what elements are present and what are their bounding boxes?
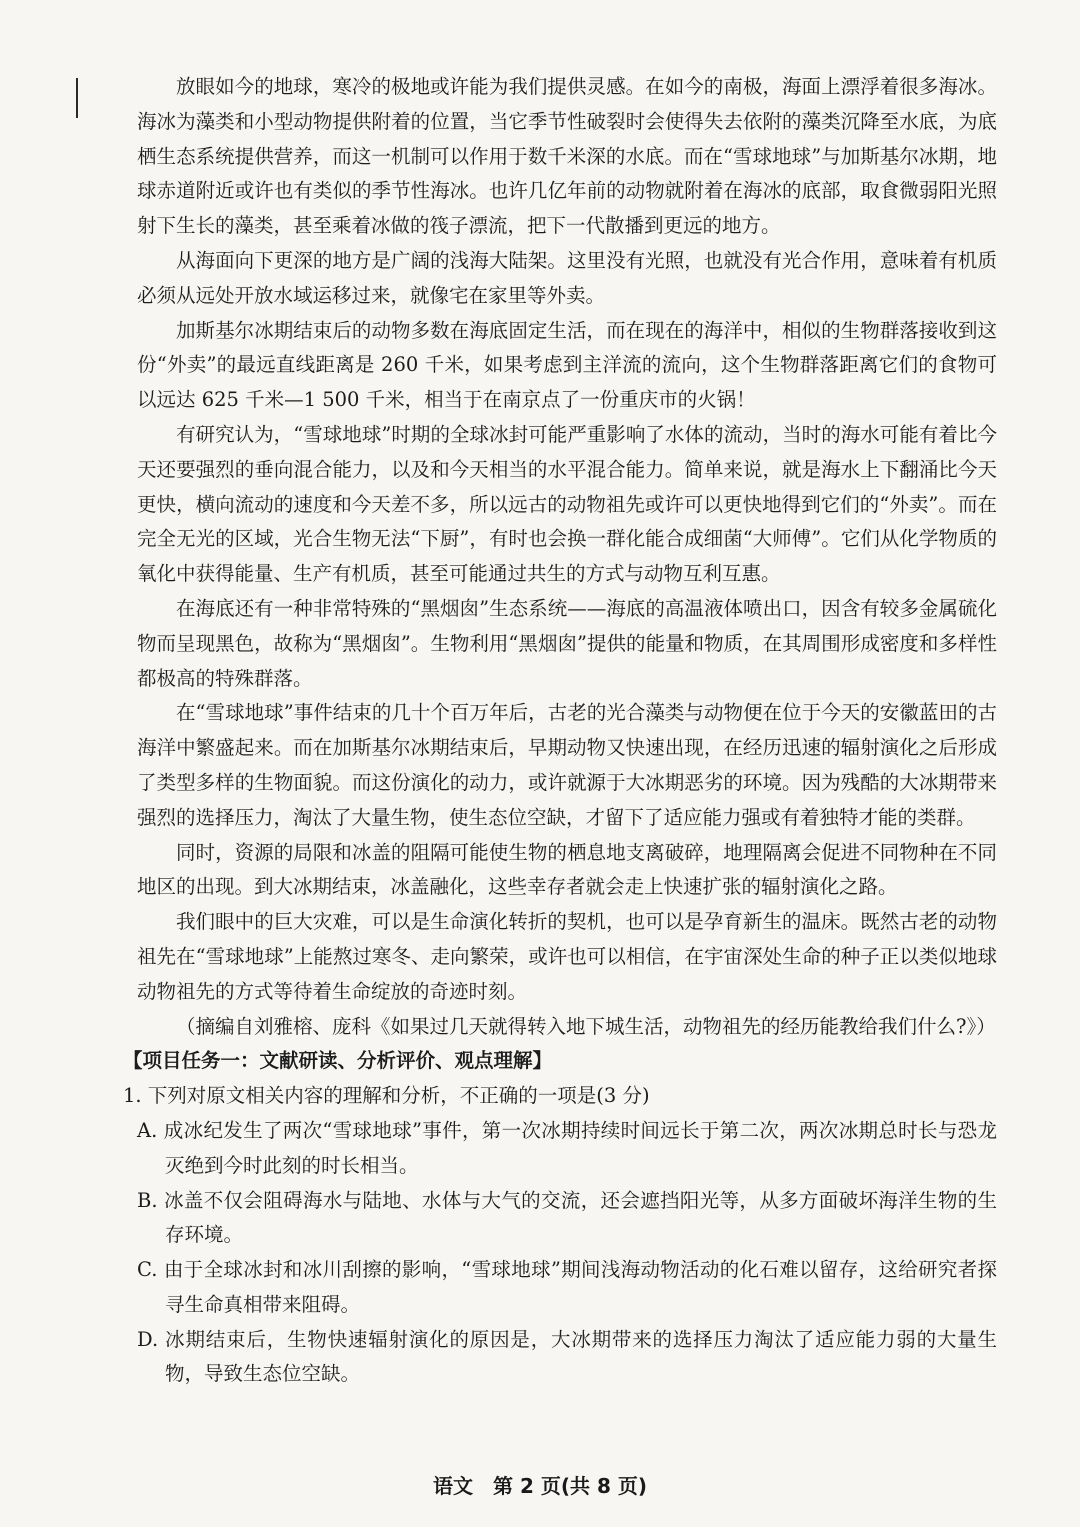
task-heading: 【项目任务一：文献研读、分析评价、观点理解】	[123, 1049, 553, 1073]
option-c: C. 由于全球冰封和冰川刮擦的影响，“雪球地球”期间浅海动物活动的化石难以留存，这给研究者探寻生命真相带来阻碍。	[137, 1258, 997, 1316]
option-d: D. 冰期结束后，生物快速辐射演化的原因是，大冰期带来的选择压力淘汰了适应能力弱的大量生物，导致生态位空缺。	[137, 1327, 997, 1386]
paragraph: 从海面向下更深的地方是广阔的浅海大陆架。这里没有光照，也就没有光合作用，意味着有机质必须从远处开放水域运移过来，就像宅在家里等外卖。	[137, 248, 997, 307]
answer-options	[137, 1114, 997, 1392]
paragraph: 在“雪球地球”事件结束的几十个百万年后，古老的光合藻类与动物便在位于今天的安徽蓝田的古海洋中繁盛起来。而在加斯基尔冰期结束后，早期动物又快速出现，在经历迅速的辐射演化之后形成了类型多样的生物面貌。而这份演化的动力，或许就源于大冰期恶劣的环境。因为残酷的大冰期带来强烈的选择压力，淘汰了大量生物，使生态位空缺，才留下了适应能力强或有着独特才能的类群。	[137, 701, 997, 829]
paragraph: 我们眼中的巨大灾难，可以是生命演化转折的契机，也可以是孕育新生的温床。既然古老的动物祖先在“雪球地球”上能熬过寒冬、走向繁荣，或许也可以相信，在宇宙深处生命的种子正以类似地球动物祖先的方式等待着生命绽放的奇迹时刻。	[137, 910, 997, 1003]
paragraph: 有研究认为，“雪球地球”时期的全球冰封可能严重影响了水体的流动，当时的海水可能有着比今天还要强烈的垂向混合能力，以及和今天相当的水平混合能力。简单来说，就是海水上下翻涌比今天更快，横向流动的速度和今天差不多，所以远古的动物祖先或许可以更快地得到它们的“外卖”。而在完全无光的区域，光合生物无法“下厨”，有时也会换一群化能合成细菌“大师傅”。它们从化学物质的氧化中获得能量、生产有机质，甚至可能通过共生的方式与动物互利互惠。	[137, 422, 997, 586]
paragraph: 同时，资源的局限和冰盖的阻隔可能使生物的栖息地支离破碎，地理隔离会促进不同物种在不同地区的出现。到大冰期结束，冰盖融化，这些幸存者就会走上快速扩张的辐射演化之路。	[137, 840, 997, 899]
margin-mark	[76, 78, 78, 118]
passage-content	[123, 70, 997, 1392]
paragraph: 在海底还有一种非常特殊的“黑烟囱”生态系统——海底的高温液体喷出口，因含有较多金属硫化物而呈现黑色，故称为“黑烟囱”。生物利用“黑烟囱”提供的能量和物质，在其周围形成密度和多样性都极高的特殊群落。	[137, 596, 997, 690]
paragraph: 放眼如今的地球，寒冷的极地或许能为我们提供灵感。在如今的南极，海面上漂浮着很多海冰。海冰为藻类和小型动物提供附着的位置，当它季节性破裂时会使得失去依附的藻类沉降至水底，为底栖生态系统提供营养，而这一机制可以作用于数千米深的水底。而在“雪球地球”与加斯基尔冰期，地球赤道附近或许也有类似的季节性海冰。也许几亿年前的动物就附着在海冰的底部，取食微弱阳光照射下生长的藻类，甚至乘着冰做的筏子漂流，把下一代散播到更远的地方。	[137, 75, 997, 238]
option-a: A. 成冰纪发生了两次“雪球地球”事件，第一次冰期持续时间远长于第二次，两次冰期总时长与恐龙灭绝到今时此刻的时长相当。	[137, 1118, 997, 1177]
page-footer: 语文 第 2 页(共 8 页)	[433, 1474, 647, 1498]
paragraph: 加斯基尔冰期结束后的动物多数在海底固定生活，而在现在的海洋中，相似的生物群落接收到这份“外卖”的最远直线距离是 260 千米，如果考虑到主洋流的流向，这个生物群落距离它们的食物可以远达 625 千米—1 500 千米，相当于在南京点了一份重庆市的火锅！	[137, 318, 997, 412]
option-b: B. 冰盖不仅会阻碍海水与陆地、水体与大气的交流，还会遮挡阳光等，从多方面破坏海洋生物的生存环境。	[137, 1188, 997, 1247]
question-stem: 1. 下列对原文相关内容的理解和分析，不正确的一项是(3 分)	[123, 1084, 650, 1108]
source-citation: （摘编自刘雅榕、庞科《如果过几天就得转入地下城生活，动物祖先的经历能教给我们什么?》）	[176, 1014, 996, 1038]
